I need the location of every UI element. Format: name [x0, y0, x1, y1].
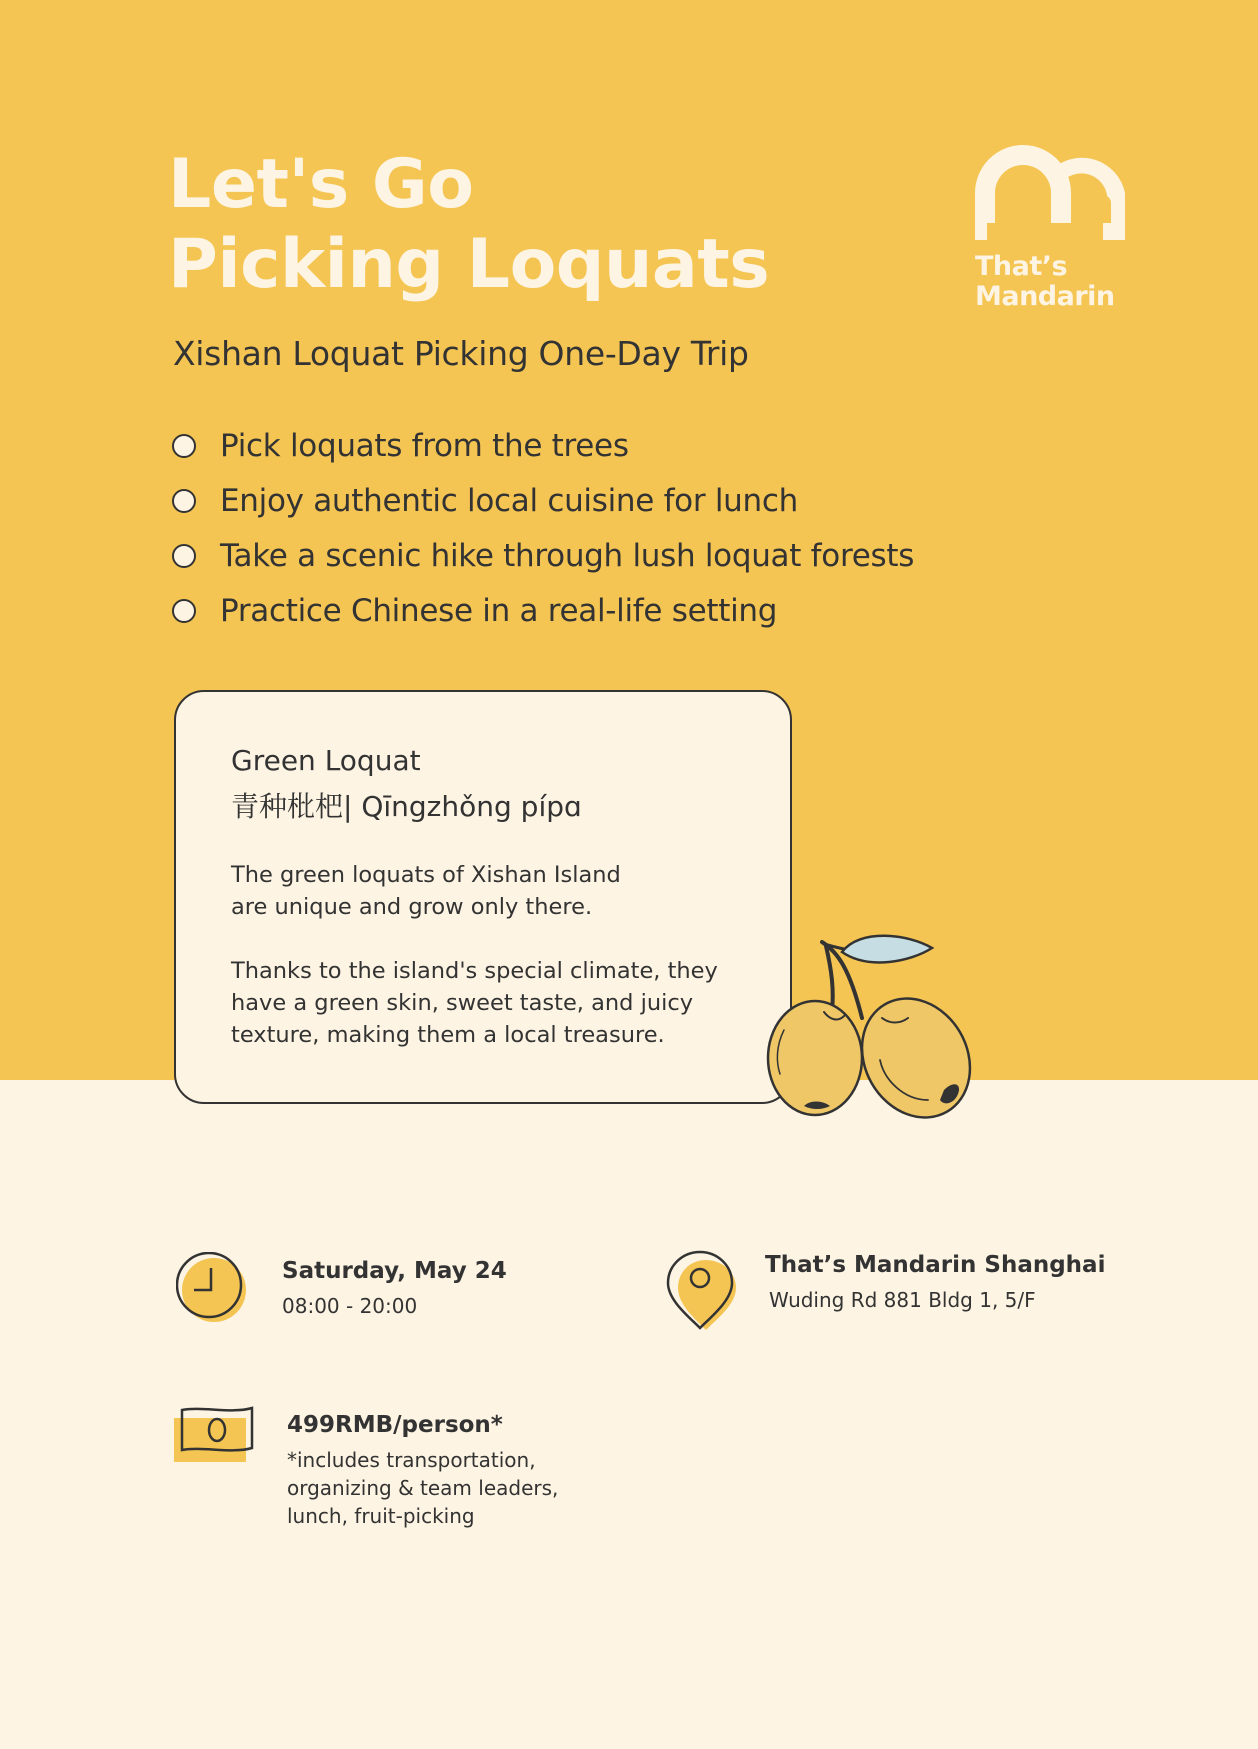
bullet-circle-icon	[172, 489, 196, 513]
card-title: Green Loquat	[231, 744, 421, 777]
price-note-line-1: *includes transportation,	[287, 1448, 536, 1472]
list-item	[172, 528, 914, 583]
venue-address: Wuding Rd 881 Bldg 1, 5/F	[769, 1288, 1036, 1312]
highlight-text: Take a scenic hike through lush loquat forests	[220, 537, 915, 574]
event-time: 08:00 - 20:00	[282, 1294, 418, 1318]
bullet-circle-icon	[172, 544, 196, 568]
price-note	[287, 1446, 558, 1530]
card-body-2: Thanks to the island's special climate, they have a green skin, sweet taste, and juicy texture, making them a local treasure.	[231, 958, 718, 1048]
title-line-1: Let's Go	[168, 145, 474, 224]
thats-mandarin-logo	[975, 145, 1125, 312]
loquat-fruit-icon	[760, 930, 980, 1130]
list-item	[172, 583, 914, 638]
bullet-circle-icon	[172, 434, 196, 458]
bullet-circle-icon	[172, 599, 196, 623]
title-line-2: Picking Loquats	[168, 225, 770, 304]
date-info	[282, 1258, 507, 1320]
subtitle: Xishan Loquat Picking One-Day Trip	[173, 334, 749, 373]
price-note-line-2: organizing & team leaders,	[287, 1476, 559, 1500]
highlight-text: Enjoy authentic local cuisine for lunch	[220, 482, 798, 519]
price-note-line-3: lunch, fruit-picking	[287, 1504, 475, 1528]
info-card	[174, 690, 792, 1104]
logo-line-1: That’s	[975, 251, 1068, 282]
list-item	[172, 473, 914, 528]
price-info	[287, 1412, 558, 1530]
money-bill-icon	[172, 1404, 256, 1468]
venue-info	[765, 1252, 1105, 1314]
logo-line-2: Mandarin	[975, 281, 1115, 312]
location-pin-icon	[666, 1246, 742, 1336]
list-item	[172, 418, 914, 473]
highlights-list	[172, 418, 914, 638]
card-body-1: The green loquats of Xishan Island are unique and grow only there.	[231, 862, 621, 920]
clock-icon	[176, 1252, 252, 1328]
highlight-text: Practice Chinese in a real-life setting	[220, 592, 778, 629]
price: 499RMB/person*	[287, 1412, 503, 1438]
venue-name: That’s Mandarin Shanghai	[765, 1252, 1106, 1278]
logo-wordmark	[975, 252, 1125, 312]
mandarin-m-logo-icon	[975, 145, 1125, 240]
event-date: Saturday, May 24	[282, 1258, 507, 1284]
highlight-text: Pick loquats from the trees	[220, 427, 629, 464]
page-title	[168, 145, 769, 305]
card-pinyin: 青种枇杷| Qīngzhǒng pípɑ	[231, 790, 582, 823]
